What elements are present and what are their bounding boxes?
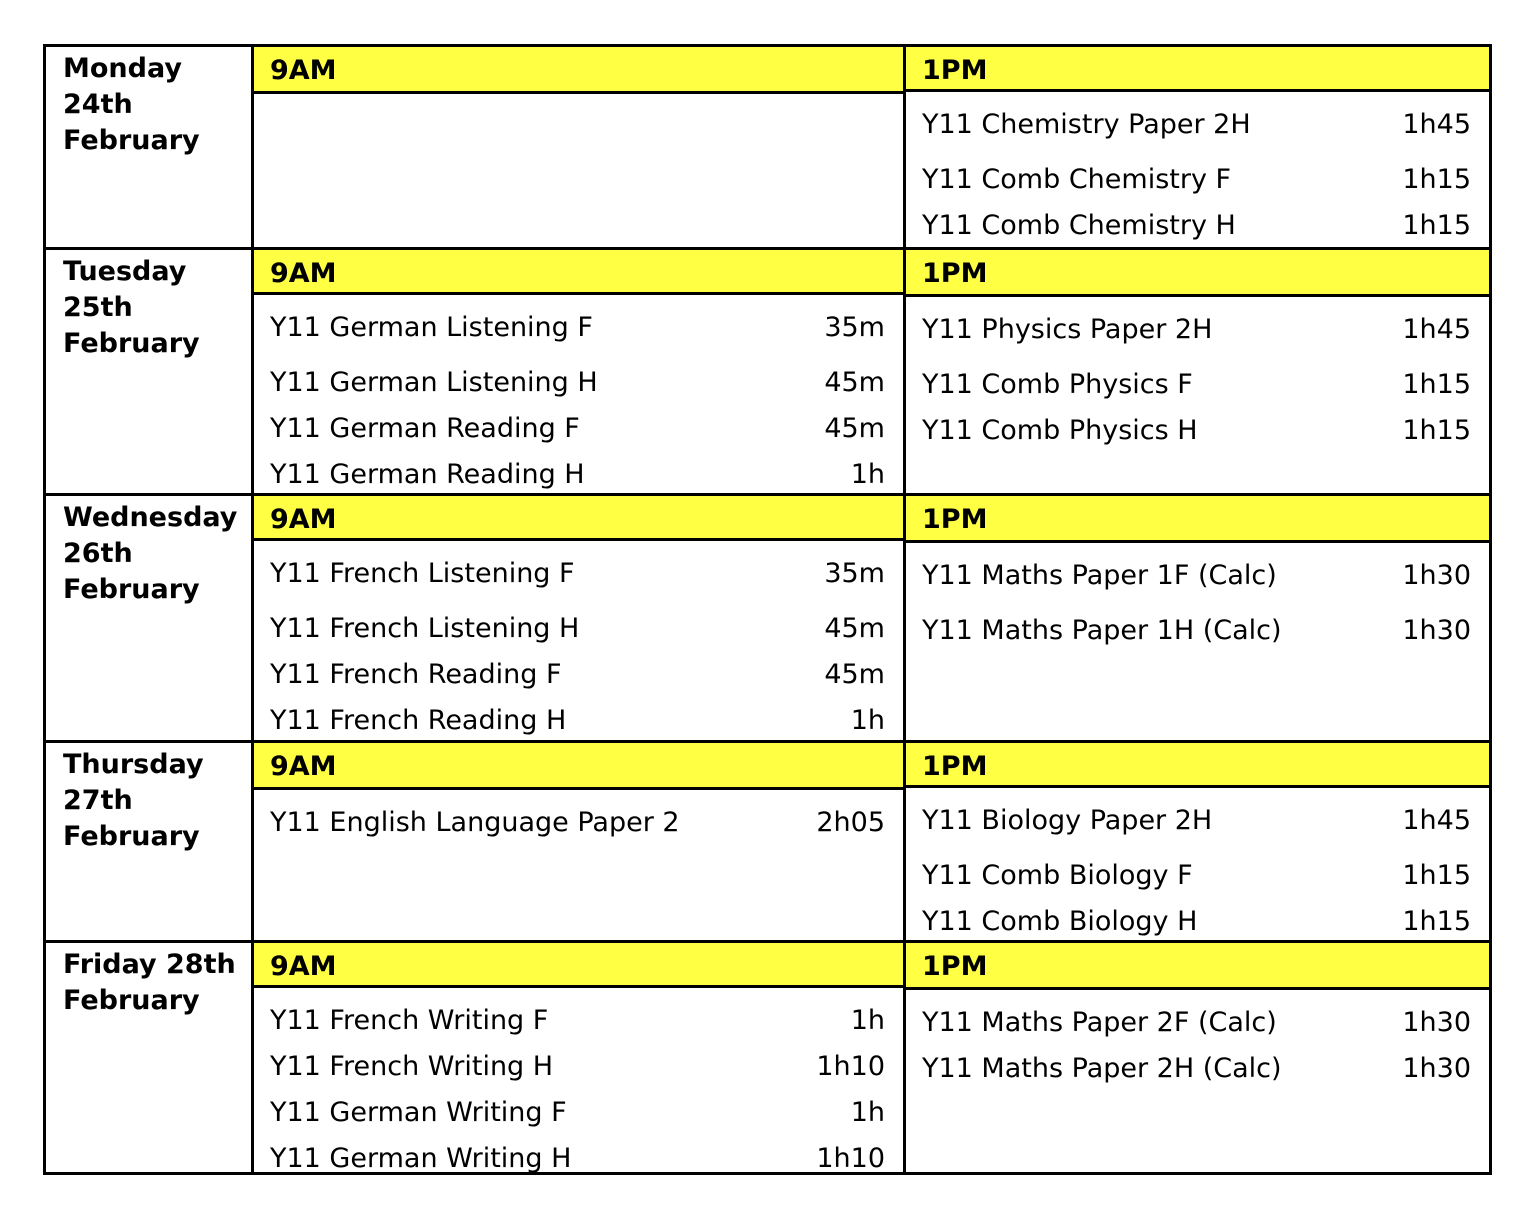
exam-list	[906, 297, 1489, 493]
session-time-header: 9AM	[254, 496, 903, 541]
session-time-header: 1PM	[906, 496, 1489, 543]
exam-name: Y11 Comb Physics F	[922, 369, 1193, 400]
exam-row	[922, 853, 1471, 899]
day-row	[46, 496, 1489, 743]
exam-timetable	[43, 44, 1492, 1175]
exam-duration: 1h30	[1402, 615, 1471, 646]
exam-duration: 1h45	[1402, 109, 1471, 140]
exam-row	[270, 800, 885, 846]
exam-name: Y11 Biology Paper 2H	[922, 805, 1213, 836]
exam-duration: 1h30	[1402, 1007, 1471, 1038]
session-pm	[906, 743, 1489, 940]
exam-duration: 1h15	[1402, 369, 1471, 400]
exam-list	[254, 94, 903, 247]
exam-row	[922, 203, 1471, 249]
exam-list	[906, 788, 1489, 945]
exam-duration: 1h15	[1402, 415, 1471, 446]
exam-name: Y11 German Reading F	[270, 413, 580, 444]
exam-duration: 1h45	[1402, 805, 1471, 836]
session-am	[254, 250, 906, 493]
exam-row	[270, 606, 885, 652]
day-row	[46, 743, 1489, 943]
exam-duration: 1h15	[1402, 210, 1471, 241]
session-time-header: 9AM	[254, 943, 903, 988]
exam-name: Y11 German Writing H	[270, 1143, 572, 1174]
exam-name: Y11 Maths Paper 1F (Calc)	[922, 560, 1277, 591]
exam-row	[270, 406, 885, 452]
exam-duration: 45m	[824, 659, 885, 690]
exam-name: Y11 French Reading F	[270, 659, 562, 690]
exam-name: Y11 Comb Physics H	[922, 415, 1198, 446]
exam-row	[270, 305, 885, 360]
session-time-header: 1PM	[906, 250, 1489, 297]
exam-name: Y11 German Listening F	[270, 312, 593, 343]
session-time-header: 9AM	[254, 47, 903, 94]
exam-duration: 1h15	[1402, 906, 1471, 937]
session-am	[254, 47, 906, 247]
exam-duration: 1h	[850, 1005, 885, 1036]
exam-name: Y11 French Writing F	[270, 1005, 549, 1036]
exam-row	[270, 998, 885, 1044]
exam-duration: 1h30	[1402, 1053, 1471, 1084]
day-label: Friday 28th February	[46, 943, 254, 1172]
day-label: Thursday 27th February	[46, 743, 254, 940]
exam-name: Y11 Chemistry Paper 2H	[922, 109, 1251, 140]
exam-duration: 1h30	[1402, 560, 1471, 591]
exam-row	[922, 553, 1471, 608]
exam-list	[906, 543, 1489, 740]
exam-list	[254, 295, 903, 498]
exam-name: Y11 Maths Paper 2F (Calc)	[922, 1007, 1277, 1038]
exam-row	[922, 307, 1471, 362]
exam-list	[254, 988, 903, 1182]
session-pm	[906, 943, 1489, 1172]
exam-row	[270, 452, 885, 498]
session-time-header: 1PM	[906, 47, 1489, 92]
exam-name: Y11 French Writing H	[270, 1051, 554, 1082]
exam-duration: 1h10	[816, 1051, 885, 1082]
exam-name: Y11 French Listening H	[270, 613, 580, 644]
exam-row	[922, 157, 1471, 203]
exam-name: Y11 Comb Chemistry F	[922, 164, 1232, 195]
exam-name: Y11 German Reading H	[270, 459, 585, 490]
exam-name: Y11 Comb Biology F	[922, 860, 1193, 891]
exam-duration: 1h	[850, 459, 885, 490]
exam-row	[922, 899, 1471, 945]
exam-row	[922, 798, 1471, 853]
session-am	[254, 743, 906, 940]
session-time-header: 9AM	[254, 250, 903, 295]
exam-name: Y11 Comb Chemistry H	[922, 210, 1236, 241]
exam-duration: 35m	[824, 558, 885, 589]
session-am	[254, 496, 906, 740]
exam-row	[922, 1000, 1471, 1046]
exam-duration: 45m	[824, 613, 885, 644]
exam-duration: 1h10	[816, 1143, 885, 1174]
exam-row	[270, 551, 885, 606]
exam-duration: 45m	[824, 413, 885, 444]
exam-list	[906, 990, 1489, 1172]
exam-row	[270, 360, 885, 406]
exam-row	[270, 1044, 885, 1090]
exam-row	[270, 1090, 885, 1136]
exam-list	[906, 92, 1489, 249]
exam-list	[254, 541, 903, 744]
exam-duration: 1h	[850, 1097, 885, 1128]
exam-row	[922, 608, 1471, 654]
exam-row	[270, 698, 885, 744]
exam-row	[270, 652, 885, 698]
session-time-header: 9AM	[254, 743, 903, 790]
day-row	[46, 943, 1489, 1172]
exam-duration: 1h45	[1402, 314, 1471, 345]
exam-name: Y11 French Listening F	[270, 558, 575, 589]
exam-row	[922, 1046, 1471, 1092]
exam-name: Y11 German Listening H	[270, 367, 598, 398]
session-am	[254, 943, 906, 1172]
exam-duration: 1h	[850, 705, 885, 736]
exam-name: Y11 French Reading H	[270, 705, 567, 736]
session-pm	[906, 496, 1489, 740]
day-row	[46, 250, 1489, 496]
exam-row	[922, 408, 1471, 454]
session-pm	[906, 250, 1489, 493]
exam-duration: 45m	[824, 367, 885, 398]
session-time-header: 1PM	[906, 743, 1489, 788]
exam-name: Y11 Maths Paper 2H (Calc)	[922, 1053, 1282, 1084]
exam-name: Y11 Physics Paper 2H	[922, 314, 1213, 345]
exam-duration: 1h15	[1402, 164, 1471, 195]
exam-duration: 2h05	[816, 807, 885, 838]
exam-row	[270, 1136, 885, 1182]
day-row	[46, 47, 1489, 250]
exam-name: Y11 German Writing F	[270, 1097, 567, 1128]
day-label: Monday 24th February	[46, 47, 254, 247]
exam-duration: 35m	[824, 312, 885, 343]
exam-name: Y11 Maths Paper 1H (Calc)	[922, 615, 1282, 646]
session-pm	[906, 47, 1489, 247]
day-label: Tuesday 25th February	[46, 250, 254, 493]
exam-list	[254, 790, 903, 940]
exam-row	[922, 362, 1471, 408]
day-label: Wednesday 26th February	[46, 496, 254, 740]
exam-name: Y11 Comb Biology H	[922, 906, 1198, 937]
session-time-header: 1PM	[906, 943, 1489, 990]
exam-row	[922, 102, 1471, 157]
exam-duration: 1h15	[1402, 860, 1471, 891]
exam-name: Y11 English Language Paper 2	[270, 807, 680, 838]
